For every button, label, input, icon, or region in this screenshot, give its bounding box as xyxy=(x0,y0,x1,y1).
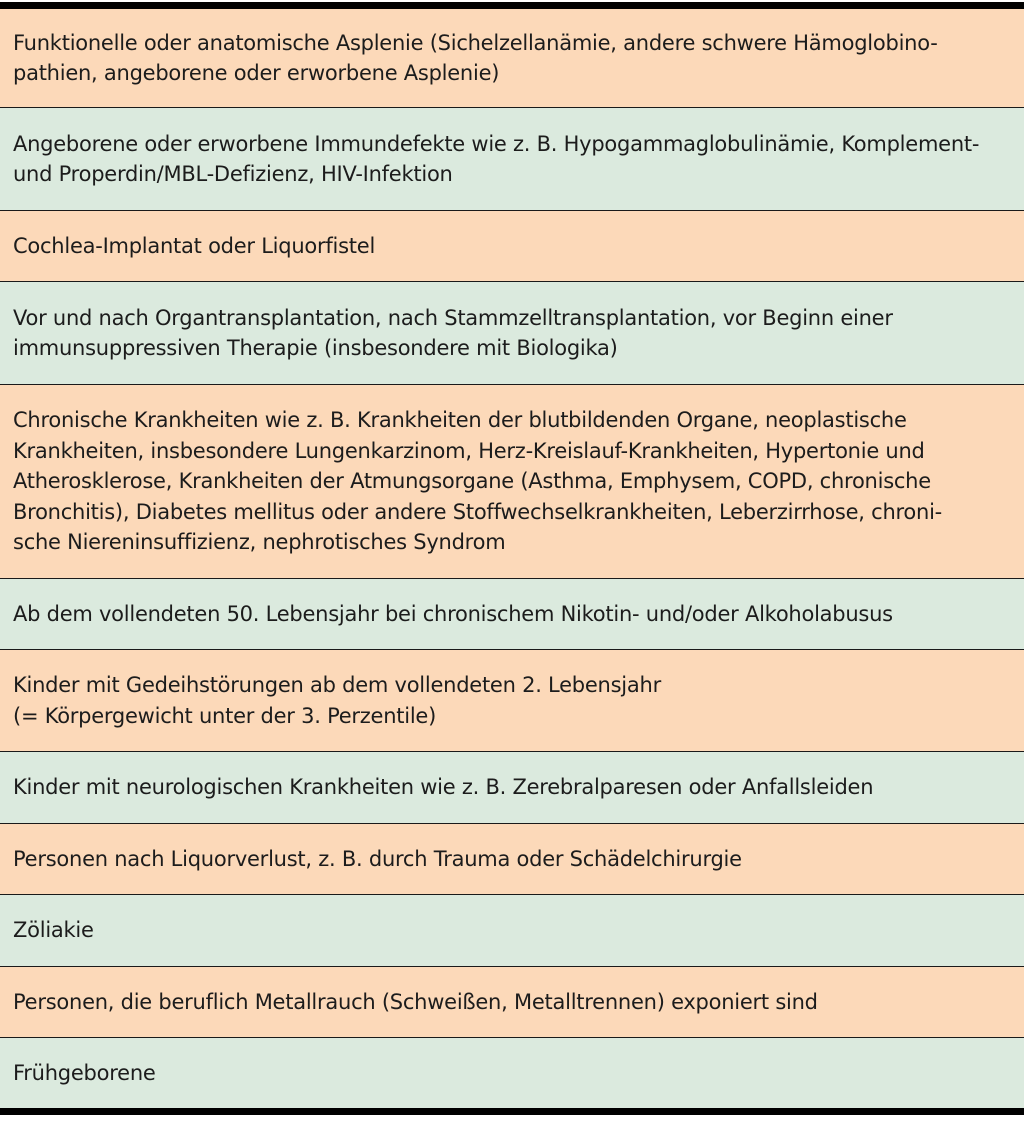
risk-group-table xyxy=(0,2,1024,1115)
table-row xyxy=(0,967,1024,1038)
row-text-asplenie: Funktionelle oder anatomische Asplenie (Sichelzellanämie, andere schwere Hämoglobino- pathien, angeborene oder erworbene Asplenie) xyxy=(13,30,938,85)
row-text-liquorverlust: Personen nach Liquorverlust, z. B. durch Trauma oder Schädelchirurgie xyxy=(13,846,742,871)
table-row xyxy=(0,824,1024,895)
row-text-abusus: Ab dem vollendeten 50. Lebensjahr bei chronischem Nikotin- und/oder Alkoholabusus xyxy=(13,601,893,626)
row-text-gedeihstoerungen: Kinder mit Gedeihstörungen ab dem vollendeten 2. Lebensjahr (= Körpergewicht unter der 3. Perzentile) xyxy=(13,673,661,728)
row-text-metallrauch: Personen, die beruflich Metallrauch (Schweißen, Metalltrennen) exponiert sind xyxy=(13,989,818,1014)
table-row xyxy=(0,579,1024,650)
table-row xyxy=(0,1038,1024,1108)
row-text-transplantation: Vor und nach Organtransplantation, nach Stammzelltransplantation, vor Beginn einer immunsuppressiven Therapie (insbesondere mit Biologika) xyxy=(13,305,893,360)
table-row xyxy=(0,752,1024,824)
table-row xyxy=(0,211,1024,282)
row-text-immundefekte: Angeborene oder erworbene Immundefekte wie z. B. Hypogammaglobulinämie, Komplement- und Properdin/MBL-Defizienz, HIV-Infektion xyxy=(13,131,980,186)
table-row xyxy=(0,385,1024,579)
row-text-fruehgeborene: Frühgeborene xyxy=(13,1060,156,1085)
table-row xyxy=(0,9,1024,108)
table-row xyxy=(0,895,1024,967)
table-row xyxy=(0,108,1024,211)
row-text-neurologische-krankheiten: Kinder mit neurologischen Krankheiten wie z. B. Zerebralparesen oder Anfallsleiden xyxy=(13,775,874,800)
row-text-cochlea: Cochlea-Implantat oder Liquorfistel xyxy=(13,233,376,258)
row-text-chronische-krankheiten: Chronische Krankheiten wie z. B. Krankheiten der blutbildenden Organe, neoplastische Krankheiten, insbesondere Lungenkarzinom, Herz-Kreislauf-Krankheiten, Hypertonie und Atherosklerose, Krankheiten der Atmungsorgane (Asthma, Emphysem, COPD, chronische Bronchitis), Diabetes mellitus oder andere Stoffwechselkrankheiten, Leberzirrhose, chroni- sche Niereninsuffizienz, nephrotisches Syndrom xyxy=(13,408,942,555)
table-row xyxy=(0,282,1024,385)
table-row xyxy=(0,650,1024,752)
row-text-zoeliakie: Zöliakie xyxy=(13,918,94,943)
